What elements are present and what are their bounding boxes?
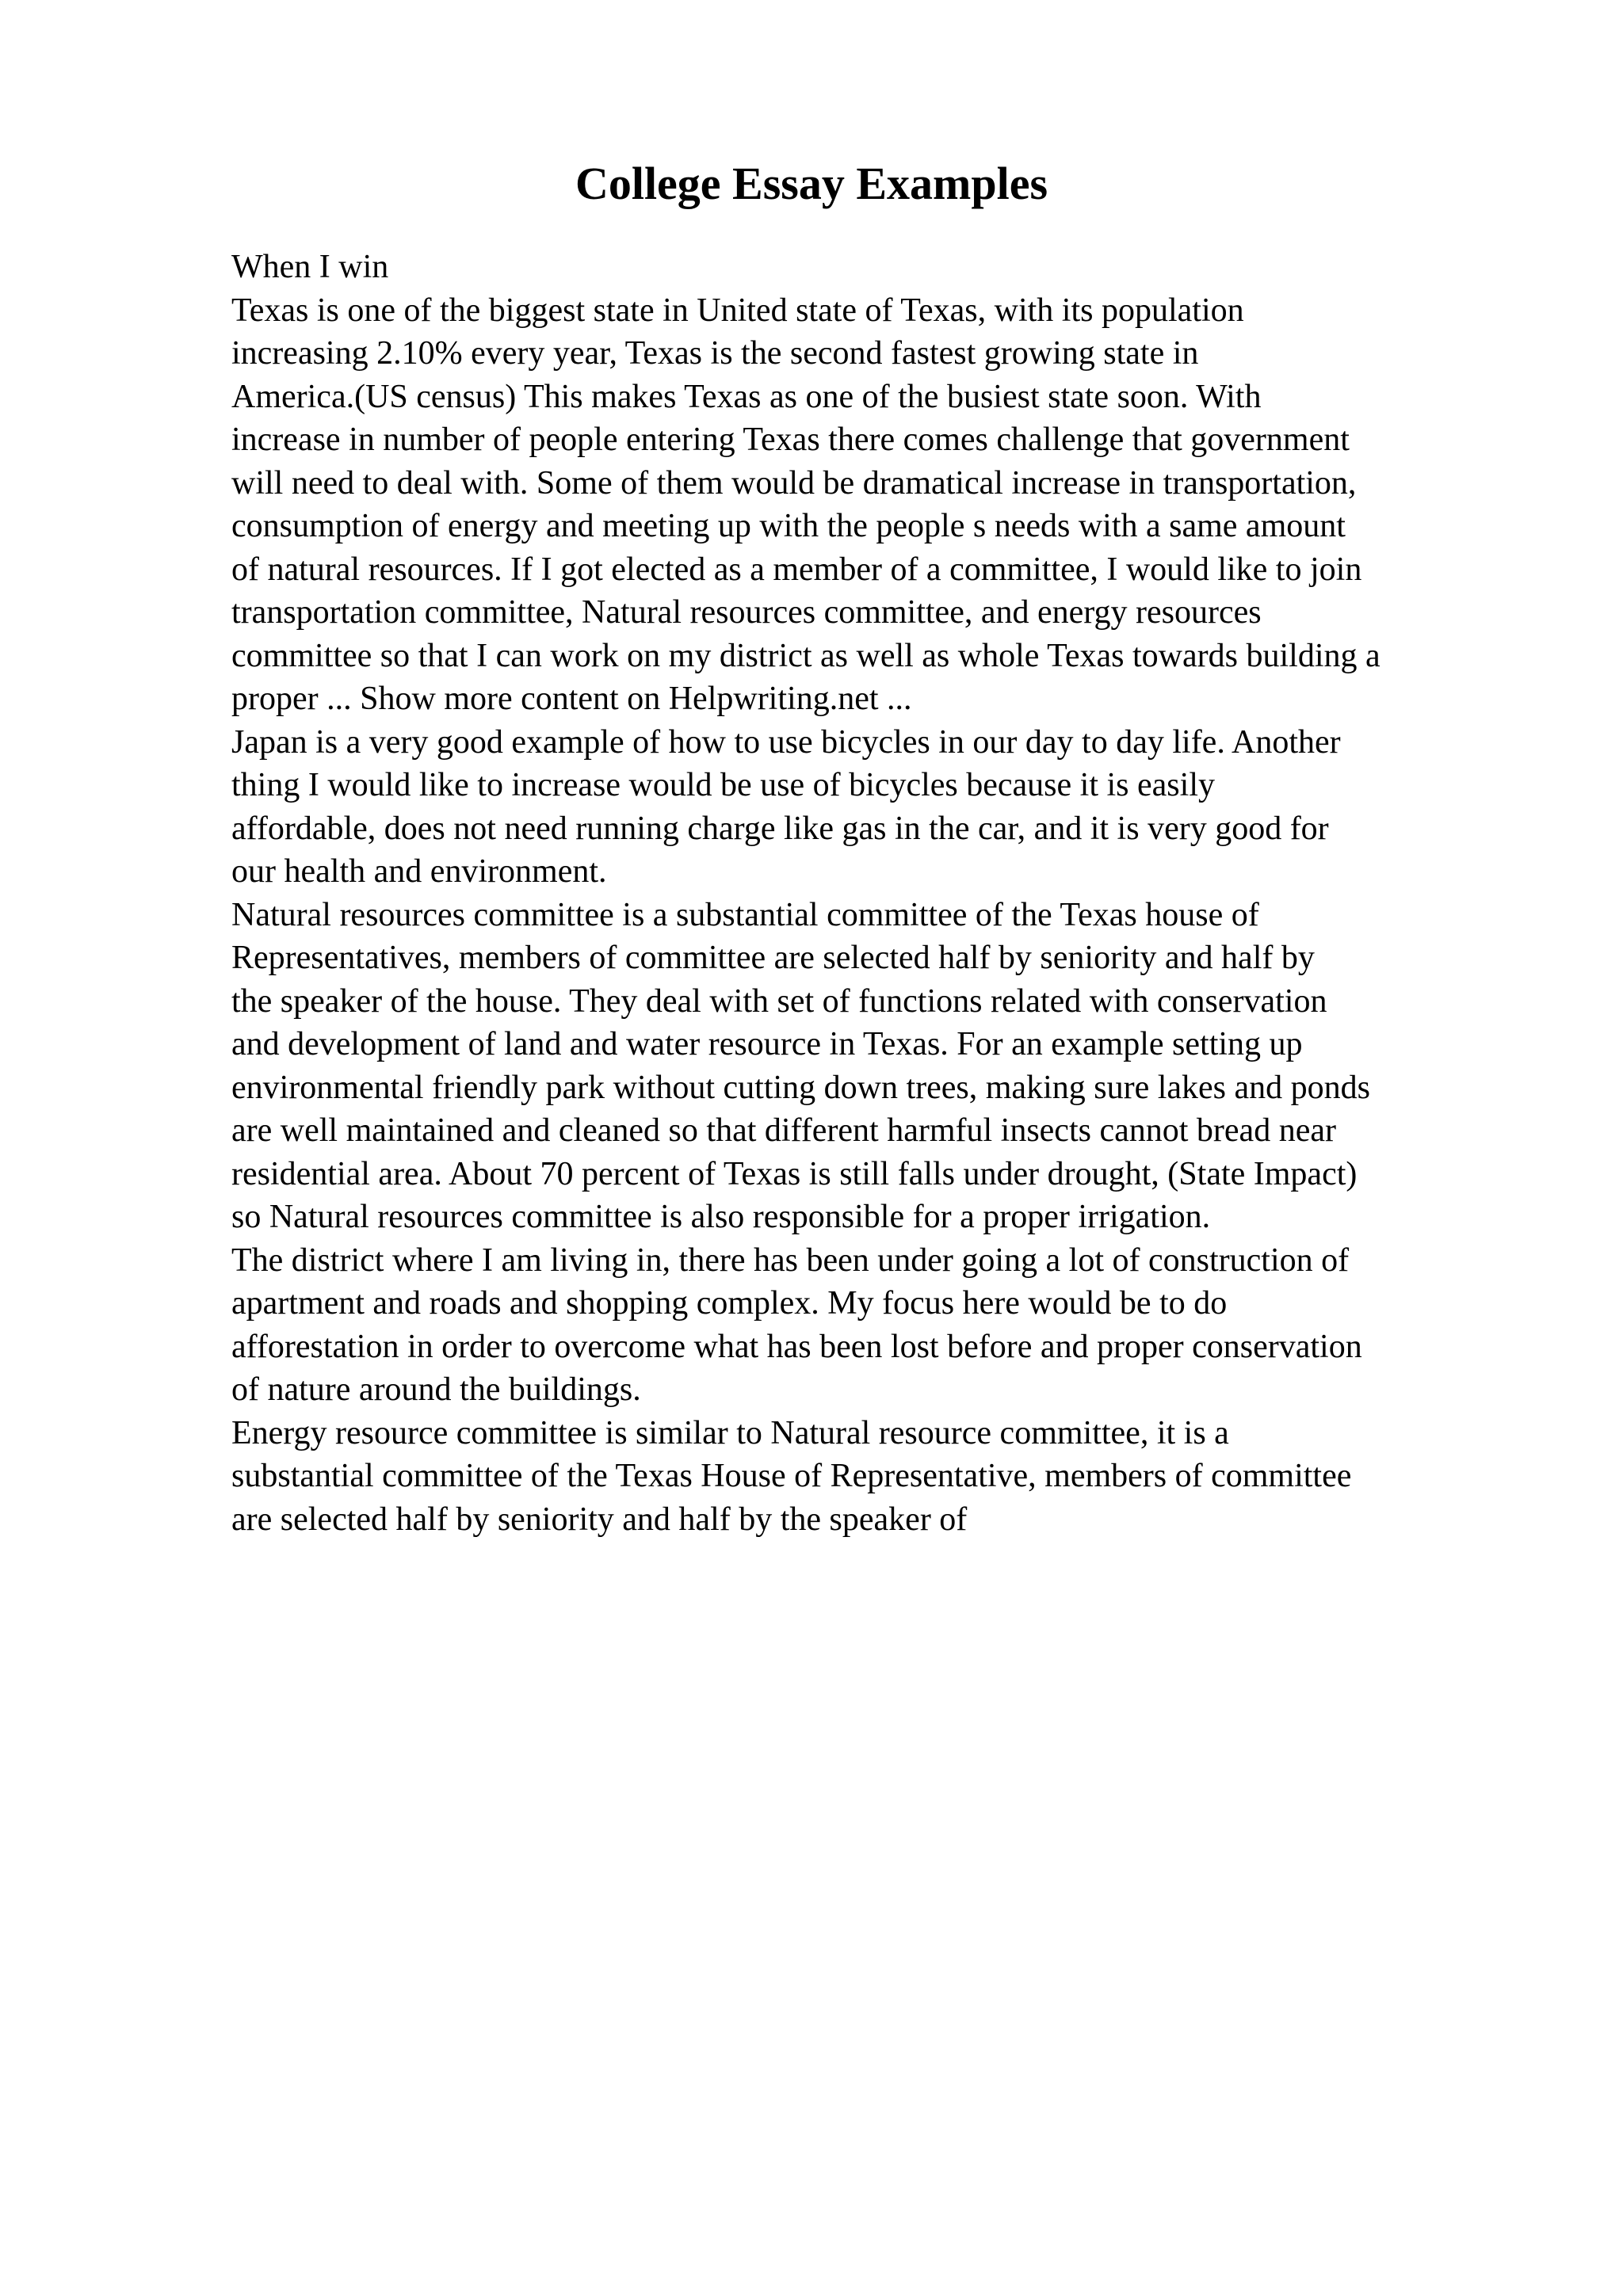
text-line: environmental friendly park without cutting down trees, making sure lakes and ponds [231,1069,1371,1106]
text-line: consumption of energy and meeting up with the people s needs with a same amount [231,508,1346,544]
text-line: proper ... Show more content on Helpwriting.net ... [231,681,912,717]
text-line: thing I would like to increase would be use of bicycles because it is easily [231,767,1215,803]
text-line: the speaker of the house. They deal with set of functions related with conservation [231,982,1327,1020]
text-line: transportation committee, Natural resources committee, and energy resources [231,594,1262,631]
text-line: so Natural resources committee is also responsible for a proper irrigation. [231,1199,1211,1235]
text-line: affordable, does not need running charge like gas in the car, and it is very good for [231,810,1329,847]
text-line: Texas is one of the biggest state in United state of Texas, with its population [231,292,1244,329]
page-title: College Essay Examples [575,158,1048,209]
text-line: will need to deal with. Some of them would be dramatical increase in transportation, [231,464,1357,502]
text-line: of nature around the buildings. [231,1371,641,1408]
text-line: increasing 2.10% every year, Texas is the second fastest growing state in [231,335,1199,372]
essay-body [231,246,1563,1541]
text-line: Japan is a very good example of how to use bicycles in our day to day life. Another [231,723,1341,761]
text-line: committee so that I can work on my district as well as whole Texas towards building a [231,637,1381,674]
text-line: afforestation in order to overcome what has been lost before and proper conservation [231,1328,1362,1365]
text-line: substantial committee of the Texas House of Representative, members of committee [231,1458,1352,1494]
text-line: America.(US census) This makes Texas as one of the busiest state soon. With [231,378,1262,415]
text-line: When I win [231,249,389,285]
text-line: residential area. About 70 percent of Texas is still falls under drought, (State Impact) [231,1155,1358,1192]
text-line: increase in number of people entering Texas there comes challenge that government [231,421,1350,458]
text-line: are well maintained and cleaned so that different harmful insects cannot bread near [231,1112,1336,1149]
text-line: of natural resources. If I got elected as a member of a committee, I would like to join [231,551,1362,588]
text-line: Representatives, members of committee are selected half by seniority and half by [231,940,1315,976]
text-line: our health and environment. [231,853,607,890]
text-line: Energy resource committee is similar to Natural resource committee, it is a [231,1414,1229,1451]
text-line: The district where I am living in, there has been under going a lot of construction of [231,1241,1350,1279]
text-line: apartment and roads and shopping complex. My focus here would be to do [231,1285,1228,1322]
text-line: and development of land and water resource in Texas. For an example setting up [231,1026,1303,1062]
text-line: are selected half by seniority and half by the speaker of [231,1501,968,1538]
text-line: Natural resources committee is a substantial committee of the Texas house of [231,896,1259,933]
